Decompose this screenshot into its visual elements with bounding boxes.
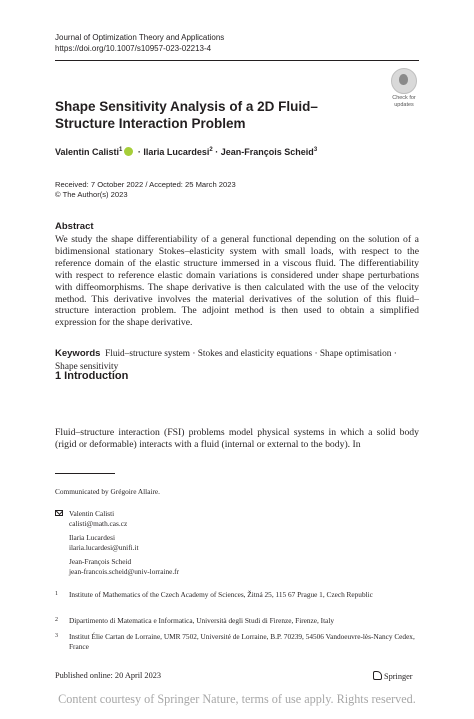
springer-horse-icon <box>373 671 382 680</box>
header-rule <box>55 60 419 61</box>
affiliation-number: 2 <box>55 617 58 623</box>
introduction-body <box>55 427 419 451</box>
author-separator: · <box>135 147 144 157</box>
paper-title: Shape Sensitivity Analysis of a 2D Fluid–Structure Interaction Problem <box>55 99 318 131</box>
springer-logo[interactable] <box>373 671 413 681</box>
badge-line2: updates <box>394 102 414 108</box>
author-3-affil: 3 <box>313 147 318 153</box>
affiliation-number: 1 <box>55 591 58 597</box>
check-for-updates-icon <box>391 68 417 94</box>
keywords-text: Fluid–structure system · Stokes and elasticity equations · Shape optimisation · Shape sensitivity <box>55 349 397 372</box>
doi-link[interactable]: https://doi.org/10.1007/s10957-023-02213-4 <box>55 44 212 53</box>
publisher-name: Springer <box>384 672 413 681</box>
affiliation-2 <box>55 616 419 626</box>
badge-line1: Check for <box>392 95 416 101</box>
affiliation-text: Institute of Mathematics of the Czech Academy of Sciences, Žitná 25, 115 67 Prague 1, Czech Republic <box>69 590 373 599</box>
author-2[interactable]: Ilaria Lucardesi <box>143 147 210 157</box>
abstract-text: We study the shape differentiability of a general functional depending on the solution of a bidimensional stationary Stokes–elasticity system with small loads, with respect to the reference domain of the elastic structure immersed in a viscous fluid. The differentiability with respect to reference elastic domain variations is considered under shape perturbations with diffeomorphisms. The shape derivative is then calculated with the use of the velocity method. This derivative involves the material derivatives of the solution of this fluid–structure interaction problem. The adjoint method is then used to obtain a simplified expression for the shape derivative. <box>55 234 419 329</box>
affiliation-number: 3 <box>55 633 58 639</box>
footnote-rule <box>55 473 115 474</box>
abstract-heading: Abstract <box>55 221 94 232</box>
envelope-icon <box>55 510 63 516</box>
contact-name: Ilaria Lucardesi <box>69 533 115 543</box>
contact-email[interactable]: jean-francois.scheid@univ-lorraine.fr <box>69 566 180 576</box>
section-heading: 1 Introduction <box>55 370 129 382</box>
keywords-label: Keywords <box>55 348 101 359</box>
journal-name: Journal of Optimization Theory and Applications <box>55 33 225 42</box>
orcid-icon[interactable] <box>124 147 133 156</box>
author-separator: · <box>212 147 221 157</box>
contact-name: Jean-François Scheid <box>69 557 132 567</box>
published-date: Published online: 20 April 2023 <box>55 671 162 680</box>
affiliation-text: Dipartimento di Matematica e Informatica, Università degli Studi di Firenze, Firenze, Italy <box>69 616 335 625</box>
abstract-body <box>55 234 419 329</box>
contact-email[interactable]: ilaria.lucardesi@unifi.it <box>69 542 139 552</box>
contact-name: Valentin Calisti <box>69 509 115 518</box>
author-1-affil: 1 <box>119 147 123 153</box>
received-accepted: Received: 7 October 2022 / Accepted: 25 March 2023 <box>55 180 236 189</box>
affiliation-3 <box>55 632 419 651</box>
affiliation-text: Institut Élie Cartan de Lorraine, UMR 7502, Université de Lorraine, B.P. 70239, 54506 Vandoeuvre-lès-Nancy Cedex, France <box>69 632 415 651</box>
contact-email[interactable]: calisti@math.cas.cz <box>69 518 128 528</box>
communicated-by: Communicated by Grégoire Allaire. <box>55 487 160 496</box>
contact-block <box>55 509 419 577</box>
article-dates <box>55 180 236 200</box>
affiliation-1 <box>55 590 419 600</box>
author-3[interactable]: Jean-François Scheid <box>220 147 314 157</box>
author-2-affil: 2 <box>209 147 213 153</box>
author-list <box>55 147 317 157</box>
copyright: © The Author(s) 2023 <box>55 190 128 199</box>
introduction-text: Fluid–structure interaction (FSI) problems model physical systems in which a solid body (rigid or deformable) interacts with a fluid (internal or external to the body). In <box>55 427 419 450</box>
journal-header <box>55 32 224 54</box>
author-1[interactable]: Valentin Calisti <box>55 147 120 157</box>
courtesy-notice: Content courtesy of Springer Nature, terms of use apply. Rights reserved. <box>58 692 416 706</box>
check-for-updates-badge[interactable] <box>387 68 421 108</box>
